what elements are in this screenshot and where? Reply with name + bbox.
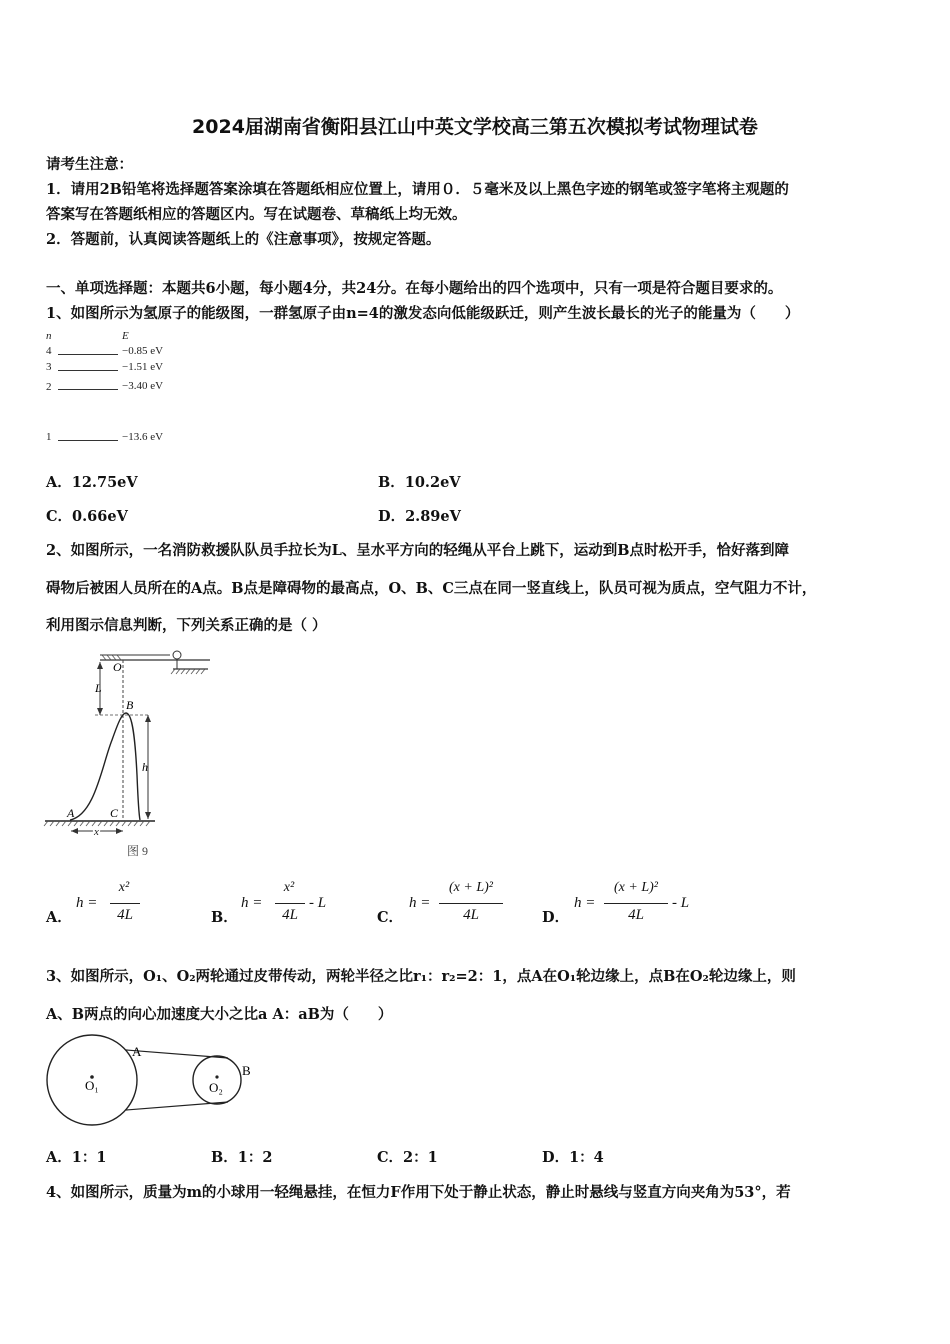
option-letter: B． bbox=[211, 909, 238, 926]
label-A: A bbox=[132, 1044, 142, 1059]
q3-option-a: A．1：1 bbox=[46, 1149, 107, 1166]
option-letter: A． bbox=[46, 909, 72, 926]
formula-numerator: x² bbox=[283, 880, 295, 895]
q2-stem-line-2: 碍物后被困人员所在的A点。B点是障碍物的最高点，O、B、C三点在同一竖直线上，队员可视为质点，空气阻力不计， bbox=[46, 580, 817, 597]
q1-option-a: A．12.75eV bbox=[46, 474, 138, 491]
formula-denominator: 4L bbox=[463, 907, 479, 923]
q4-stem-line-1: 4、如图所示，质量为m的小球用一轻绳悬挂，在恒力F作用下处于静止状态，静止时悬线与竖直方向夹角为53°，若 bbox=[46, 1184, 791, 1201]
label-o2: O₂ bbox=[209, 1080, 223, 1095]
formula-tail: - L bbox=[309, 895, 327, 911]
level-energy: −0.85 eV bbox=[122, 345, 164, 357]
section-heading: 一、单项选择题：本题共6小题，每小题4分，共24分。在每小题给出的四个选项中，只有一项是符合题目要求的。 bbox=[46, 280, 783, 297]
formula-numerator: (x + L)² bbox=[449, 880, 493, 895]
q1-stem: 1、如图所示为氢原子的能级图，一群氢原子由n=4的激发态向低能级跃迁，则产生波长最长的光子的能量为（ ） bbox=[46, 305, 800, 322]
level-line bbox=[58, 354, 118, 355]
notice-line-2: 答案写在答题纸相应的答题区内。写在试题卷、草稿纸上均无效。 bbox=[46, 206, 467, 223]
q2-stem-line-1: 2、如图所示，一名消防救援队队员手拉长为L、呈水平方向的轻绳从平台上跳下，运动到B点时松开手，恰好落到障 bbox=[46, 542, 790, 559]
label-O: O bbox=[113, 660, 122, 674]
formula-denominator: 4L bbox=[117, 907, 133, 923]
level-line bbox=[58, 370, 118, 371]
q3-stem-line-1: 3、如图所示，O₁、O₂两轮通过皮带传动，两轮半径之比r₁：r₂=2：1，点A在O₁轮边缘上，点B在O₂轮边缘上，则 bbox=[46, 968, 796, 985]
formula-lhs: h = bbox=[409, 895, 431, 911]
n-axis-label: n bbox=[46, 330, 52, 342]
option-letter: D． bbox=[542, 909, 570, 926]
level-n: 2 bbox=[46, 381, 52, 393]
level-energy: −3.40 eV bbox=[122, 380, 164, 392]
formula-lhs: h = bbox=[76, 895, 98, 911]
q3-option-b: B．1：2 bbox=[211, 1149, 273, 1166]
page-title: 2024届湖南省衡阳县江山中英文学校高三第五次模拟考试物理试卷 bbox=[192, 116, 758, 138]
label-B: B bbox=[242, 1063, 251, 1078]
level-line bbox=[58, 389, 118, 390]
energy-level-diagram bbox=[44, 330, 194, 448]
label-A: A bbox=[67, 806, 75, 820]
formula-denominator: 4L bbox=[628, 907, 644, 923]
label-L: L bbox=[95, 681, 102, 695]
formula-tail: - L bbox=[672, 895, 690, 911]
level-energy: −13.6 eV bbox=[122, 431, 164, 443]
label-h: h bbox=[142, 760, 148, 774]
formula-numerator: (x + L)² bbox=[614, 880, 658, 895]
notice-heading: 请考生注意： bbox=[46, 156, 133, 173]
level-line bbox=[58, 440, 118, 441]
q1-option-c: C．0.66eV bbox=[46, 508, 128, 525]
belt-pulley-figure bbox=[42, 1030, 262, 1130]
fraction-bar bbox=[604, 903, 668, 904]
formula-denominator: 4L bbox=[282, 907, 298, 923]
formula-lhs: h = bbox=[574, 895, 596, 911]
q3-option-d: D．1：4 bbox=[542, 1149, 604, 1166]
belt-bottom bbox=[126, 1102, 228, 1110]
level-n: 4 bbox=[46, 345, 52, 357]
notice-line-3: 2．答题前，认真阅读答题纸上的《注意事项》，按规定答题。 bbox=[46, 231, 441, 248]
label-C: C bbox=[110, 806, 119, 820]
level-n: 3 bbox=[46, 361, 52, 373]
level-n: 1 bbox=[46, 431, 52, 443]
q1-option-b: B．10.2eV bbox=[378, 474, 461, 491]
option-letter: C． bbox=[377, 909, 404, 926]
e-axis-label: E bbox=[122, 330, 129, 342]
fraction-bar bbox=[275, 903, 305, 904]
q3-stem-line-2: A、B两点的向心加速度大小之比a A：aB为（ ） bbox=[46, 1006, 393, 1023]
label-o1: O₁ bbox=[85, 1078, 99, 1093]
formula-lhs: h = bbox=[241, 895, 263, 911]
label-B: B bbox=[126, 698, 134, 712]
rescue-figure bbox=[40, 645, 220, 860]
fraction-bar bbox=[110, 903, 140, 904]
q3-option-c: C．2：1 bbox=[377, 1149, 438, 1166]
notice-line-1: 1．请用2B铅笔将选择题答案涂填在答题纸相应位置上，请用０．５毫米及以上黑色字迹的钢笔或签字笔将主观题的 bbox=[46, 181, 789, 198]
q1-option-d: D．2.89eV bbox=[378, 508, 461, 525]
formula-numerator: x² bbox=[118, 880, 130, 895]
level-energy: −1.51 eV bbox=[122, 361, 164, 373]
fraction-bar bbox=[439, 903, 503, 904]
figure-caption: 图 9 bbox=[127, 844, 149, 858]
q2-stem-line-3: 利用图示信息判断，下列关系正确的是（ ） bbox=[46, 617, 327, 634]
label-x: x bbox=[94, 826, 99, 838]
